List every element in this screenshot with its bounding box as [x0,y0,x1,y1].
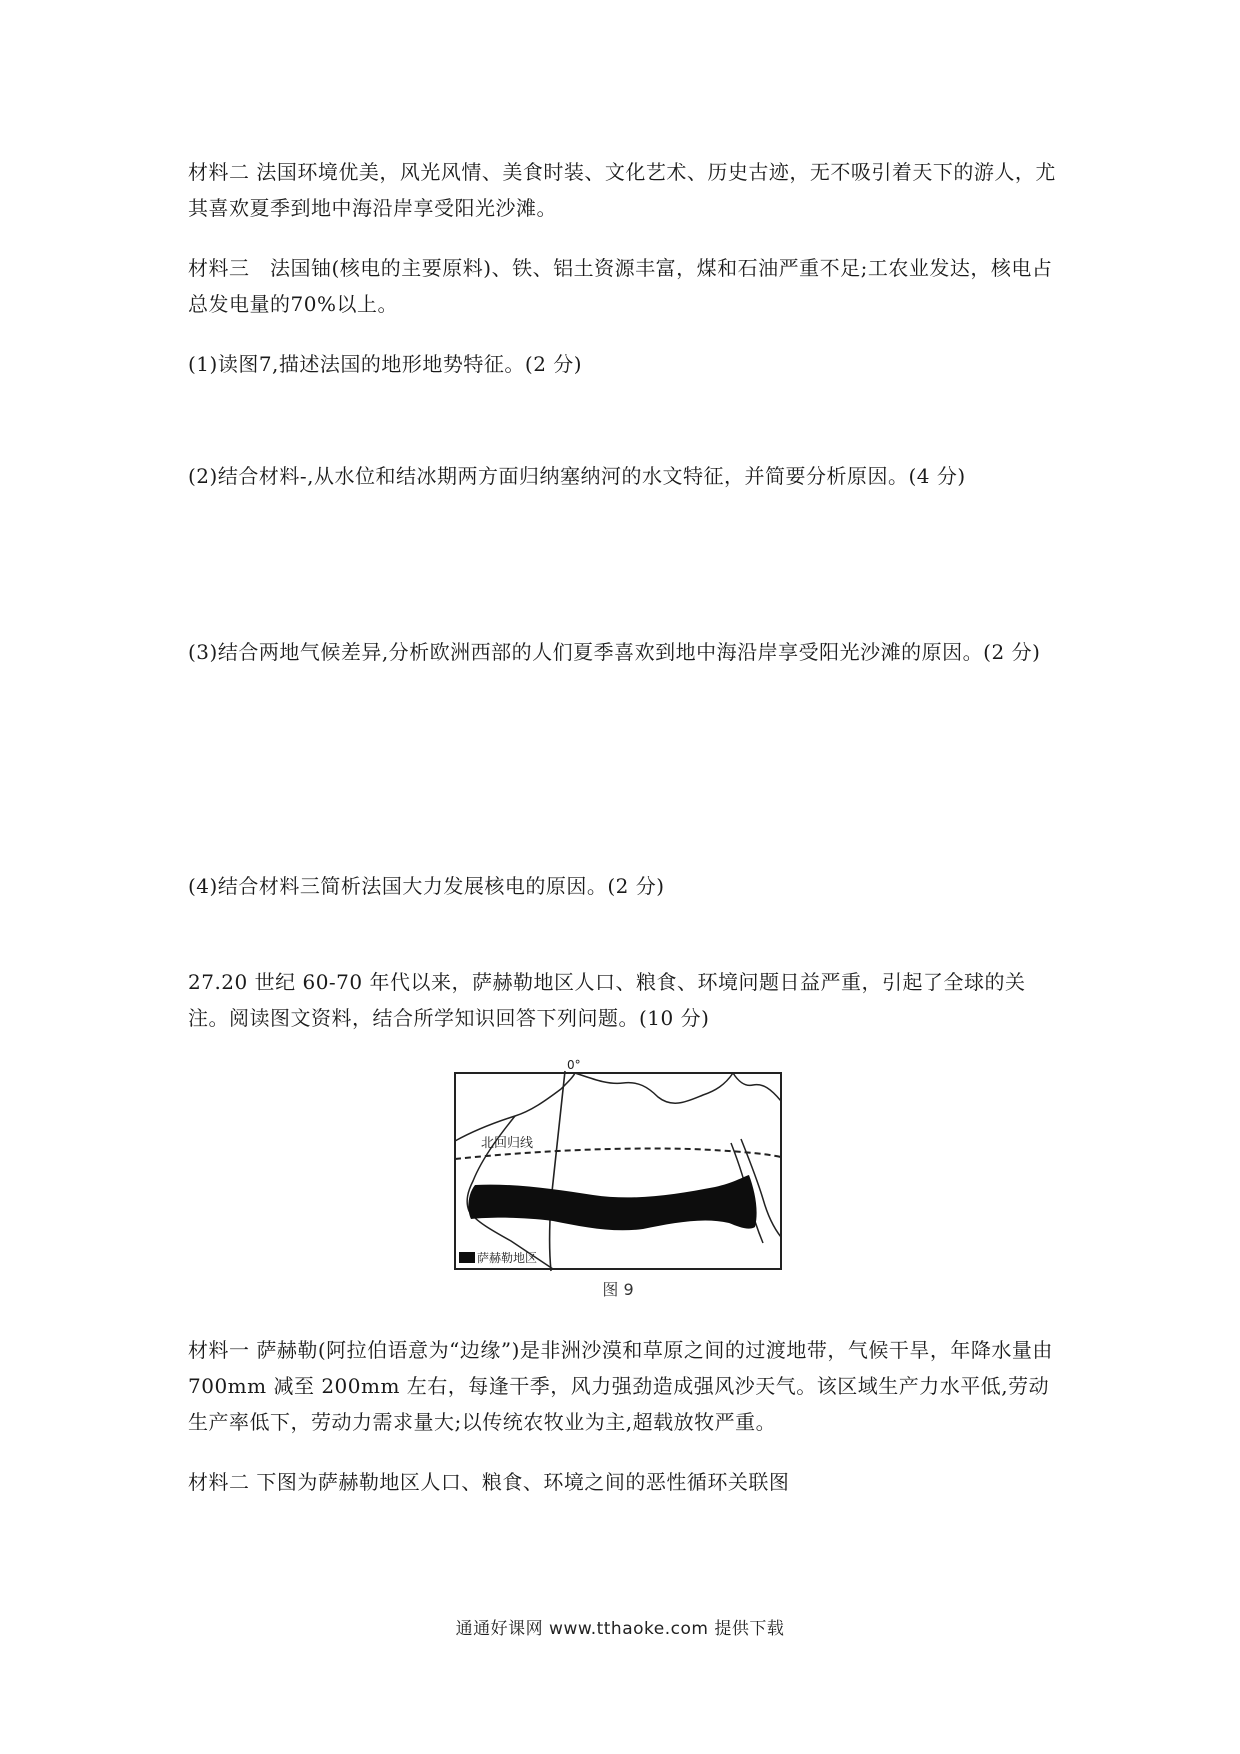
question-2: (2)结合材料-,从水位和结冰期两方面归纳塞纳河的水文特征，并简要分析原因。(4 分) [188,464,966,488]
sahel-map [453,1058,783,1271]
material-2-paragraph: 材料二 法国环境优美，风光风情、美食时装、文化艺术、历史古迹，无不吸引着天下的游人，尤其喜欢夏季到地中海沿岸享受阳光沙滩。 [188,160,1056,220]
question-4: (4)结合材料三简析法国大力发展核电的原因。(2 分) [188,874,665,898]
sahel-material-1: 材料一 萨赫勒(阿拉伯语意为“边缘”)是非洲沙漠和草原之间的过渡地带，气候干旱，年降水量由 700mm 减至 200mm 左右，每逢干季，风力强劲造成强风沙天气。该区域生产力水平低,劳动生产率低下，劳动力需求量大;以传统农牧业为主,超载放牧严重。 [188,1338,1053,1434]
sahel-map-figure [453,1058,783,1303]
page-footer: 通通好课网 www.tthaoke.com 提供下载 [455,1619,785,1639]
figure-caption: 图 9 [602,1280,634,1299]
question-1: (1)读图7,描述法国的地形地势特征。(2 分) [188,352,583,376]
legend-label: 萨赫勒地区 [477,1251,538,1265]
legend-swatch [459,1252,475,1263]
meridian-label: 0° [567,1058,581,1072]
material-3-paragraph: 材料三 法国铀(核电的主要原料)、铁、铝土资源丰富，煤和石油严重不足;工农业发达，核电占总发电量的70%以上。 [188,256,1053,316]
tropic-label: 北回归线 [481,1136,534,1151]
question-3: (3)结合两地气候差异,分析欧洲西部的人们夏季喜欢到地中海沿岸享受阳光沙滩的原因。(2 分) [188,640,1041,664]
sahel-material-2: 材料二 下图为萨赫勒地区人口、粮食、环境之间的恶性循环关联图 [188,1470,790,1494]
question-27: 27.20 世纪 60-70 年代以来，萨赫勒地区人口、粮食、环境问题日益严重，引起了全球的关注。阅读图文资料，结合所学知识回答下列问题。(10 分) [188,970,1026,1030]
map-frame [455,1073,781,1269]
